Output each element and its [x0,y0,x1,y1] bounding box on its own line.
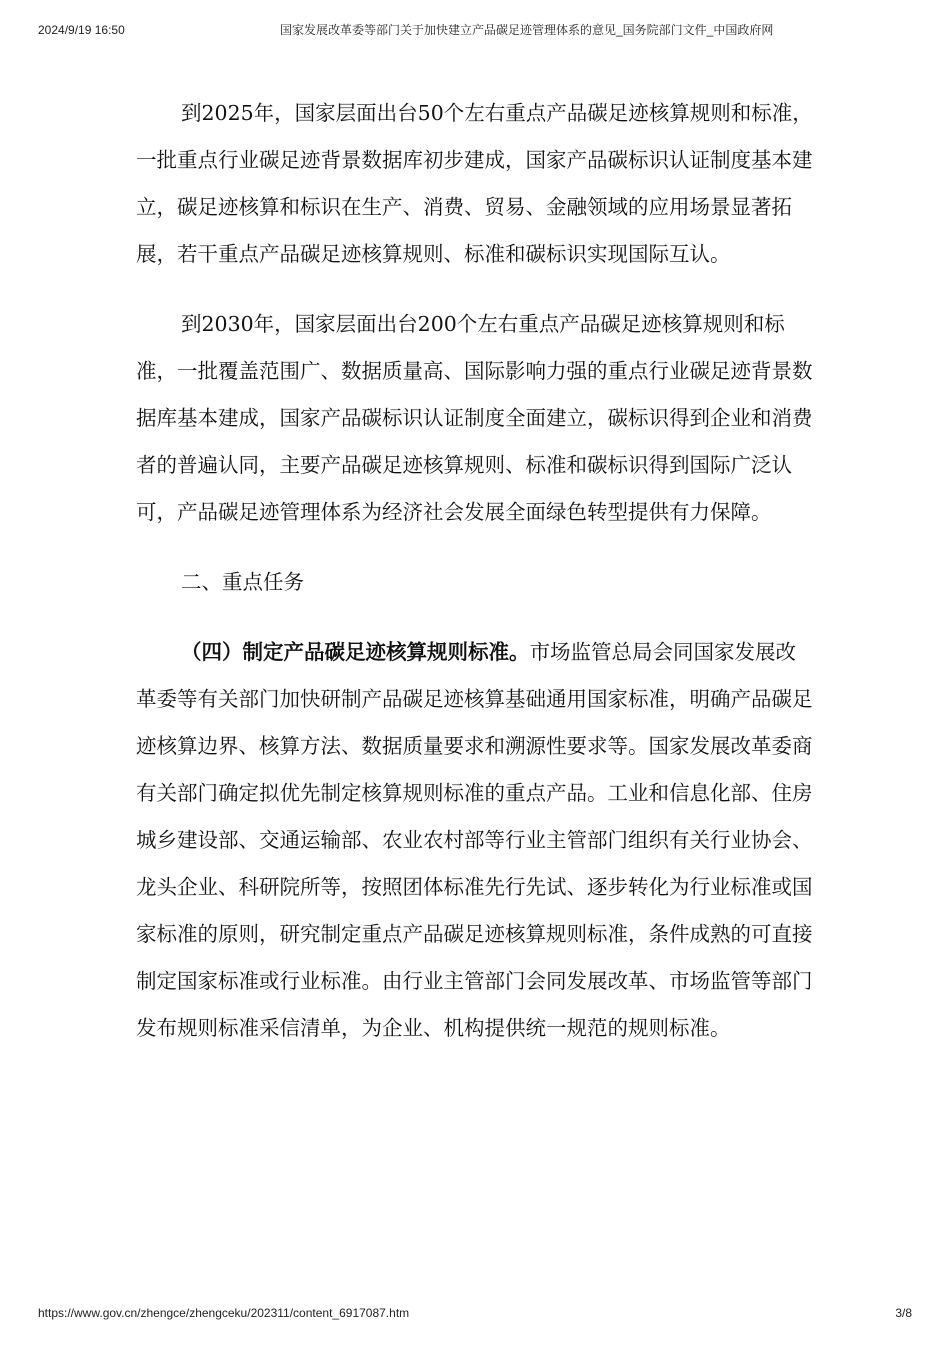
paragraph-task-four [136,629,816,1052]
task-four-body: 市场监管总局会同国家发展改革委等有关部门加快研制产品碳足迹核算基础通用国家标准，明确产品碳足迹核算边界、核算方法、数据质量要求和溯源性要求等。国家发展改革委商有关部门确定拟优先制定核算规则标准的重点产品。工业和信息化部、住房城乡建设部、交通运输部、农业农村部等行业主管部门组织有关行业协会、龙头企业、科研院所等，按照团体标准先行先试、逐步转化为行业标准或国家标准的原则，研究制定重点产品碳足迹核算规则标准，条件成熟的可直接制定国家标准或行业标准。由行业主管部门会同发展改革、市场监管等部门发布规则标准采信清单，为企业、机构提供统一规范的规则标准。 [136,640,813,1040]
paragraph-2025-goals: 到2025年，国家层面出台50个左右重点产品碳足迹核算规则和标准，一批重点行业碳足迹背景数据库初步建成，国家产品碳标识认证制度基本建立，碳足迹核算和标识在生产、消费、贸易、金融领域的应用场景显著拓展，若干重点产品碳足迹核算规则、标准和碳标识实现国际互认。 [136,101,813,266]
paragraph-2030-goals: 到2030年，国家层面出台200个左右重点产品碳足迹核算规则和标准，一批覆盖范围广、数据质量高、国际影响力强的重点行业碳足迹背景数据库基本建成，国家产品碳标识认证制度全面建立，碳标识得到企业和消费者的普遍认同，主要产品碳足迹核算规则、标准和碳标识得到国际广泛认可，产品碳足迹管理体系为经济社会发展全面绿色转型提供有力保障。 [136,312,813,524]
section-heading-key-tasks: 二、重点任务 [181,570,304,594]
print-page-number: 3/8 [895,1306,912,1320]
print-page-url: https://www.gov.cn/zhengce/zhengceku/202311/content_6917087.htm [38,1306,410,1320]
print-page-title: 国家发展改革委等部门关于加快建立产品碳足迹管理体系的意见_国务院部门文件_中国政府网 [280,23,774,37]
task-four-lead: （四）制定产品碳足迹核算规则标准。 [181,640,530,664]
print-datetime: 2024/9/19 16:50 [38,23,125,37]
document-body [136,90,816,1075]
